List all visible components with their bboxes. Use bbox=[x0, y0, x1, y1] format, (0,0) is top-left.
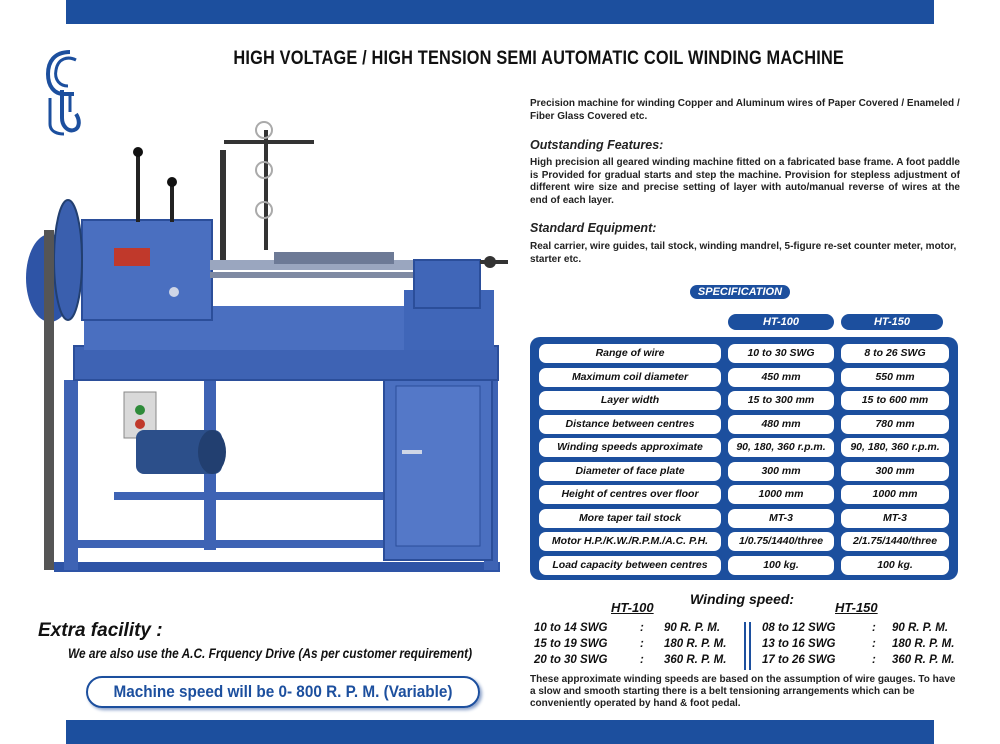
spec-label: Maximum coil diameter bbox=[539, 368, 721, 387]
spec-value-ht100: 10 to 30 SWG bbox=[728, 344, 834, 363]
top-banner-bar bbox=[66, 0, 934, 24]
list-item bbox=[534, 654, 744, 670]
spec-value-ht150: MT-3 bbox=[841, 509, 949, 528]
spec-value-ht150: 2/1.75/1440/three bbox=[841, 532, 949, 551]
speed-separator: : bbox=[640, 622, 644, 634]
table-row bbox=[530, 368, 958, 387]
spec-label: Motor H.P./K.W./R.P.M./A.C. P.H. bbox=[539, 532, 721, 551]
list-item bbox=[534, 622, 744, 638]
spec-value-ht100: 300 mm bbox=[728, 462, 834, 481]
speed-range: 08 to 12 SWG bbox=[762, 622, 836, 634]
spec-label: More taper tail stock bbox=[539, 509, 721, 528]
specification-badge: SPECIFICATION bbox=[690, 285, 790, 299]
equipment-text: Real carrier, wire guides, tail stock, winding mandrel, 5-figure re-set counter meter, motor, starter etc. bbox=[530, 241, 957, 265]
speed-separator: : bbox=[640, 654, 644, 666]
page-title: HIGH VOLTAGE / HIGH TENSION SEMI AUTOMATIC COIL WINDING MACHINE bbox=[233, 48, 844, 69]
speed-value: 180 R. P. M. bbox=[892, 638, 955, 650]
speed-separator: : bbox=[872, 622, 876, 634]
table-row bbox=[530, 556, 958, 575]
specification-table bbox=[530, 337, 958, 580]
spec-label: Range of wire bbox=[539, 344, 721, 363]
spec-value-ht100: 1000 mm bbox=[728, 485, 834, 504]
speed-range: 15 to 19 SWG bbox=[534, 638, 608, 650]
spec-value-ht100: 15 to 300 mm bbox=[728, 391, 834, 410]
features-text: High precision all geared winding machine fitted on a fabricated base frame. A foot paddle is Provided for gradual starts and step the machine. Provision for stepless adjustment of different wire size and precise setting of layer with auto/manual reverse of wires at the end of each layer. bbox=[530, 157, 960, 206]
winding-speed-title: Winding speed: bbox=[690, 591, 795, 607]
spec-value-ht100: 90, 180, 360 r.p.m. bbox=[728, 438, 834, 457]
table-row bbox=[530, 391, 958, 410]
speed-range: 13 to 16 SWG bbox=[762, 638, 836, 650]
spec-label: Distance between centres bbox=[539, 415, 721, 434]
list-item bbox=[762, 654, 962, 670]
spec-value-ht150: 300 mm bbox=[841, 462, 949, 481]
coil-winding-machine-photo bbox=[24, 110, 524, 610]
speed-value: 90 R. P. M. bbox=[892, 622, 949, 634]
spec-value-ht150: 1000 mm bbox=[841, 485, 949, 504]
speed-table-divider bbox=[744, 622, 751, 670]
machine-speed-note bbox=[86, 676, 480, 708]
spec-label: Height of centres over floor bbox=[539, 485, 721, 504]
spec-value-ht100: 480 mm bbox=[728, 415, 834, 434]
speed-value: 360 R. P. M. bbox=[892, 654, 955, 666]
winding-speed-head-ht100: HT-100 bbox=[611, 600, 654, 615]
winding-speed-head-ht150: HT-150 bbox=[835, 600, 878, 615]
spec-value-ht150: 90, 180, 360 r.p.m. bbox=[841, 438, 949, 457]
table-row bbox=[530, 462, 958, 481]
features-heading: Outstanding Features: bbox=[530, 138, 664, 152]
equipment-heading: Standard Equipment: bbox=[530, 221, 657, 235]
table-row bbox=[530, 509, 958, 528]
spec-column-header-ht150: HT-150 bbox=[841, 314, 943, 330]
intro-text: Precision machine for winding Copper and Aluminum wires of Paper Covered / Enameled / Fiber Glass Covered etc. bbox=[530, 98, 960, 122]
bottom-banner-bar bbox=[66, 720, 934, 744]
list-item bbox=[762, 638, 962, 654]
spec-value-ht100: 1/0.75/1440/three bbox=[728, 532, 834, 551]
speed-value: 180 R. P. M. bbox=[664, 638, 727, 650]
spec-label: Diameter of face plate bbox=[539, 462, 721, 481]
spec-column-header-ht100: HT-100 bbox=[728, 314, 834, 330]
speed-value: 90 R. P. M. bbox=[664, 622, 721, 634]
spec-value-ht100: 450 mm bbox=[728, 368, 834, 387]
speed-separator: : bbox=[872, 654, 876, 666]
speed-value: 360 R. P. M. bbox=[664, 654, 727, 666]
spec-label: Winding speeds approximate bbox=[539, 438, 721, 457]
speed-separator: : bbox=[872, 638, 876, 650]
table-row bbox=[530, 438, 958, 457]
table-row bbox=[530, 415, 958, 434]
spec-label: Load capacity between centres bbox=[539, 556, 721, 575]
list-item bbox=[762, 622, 962, 638]
extra-facility-heading: Extra facility : bbox=[38, 620, 163, 641]
speed-range: 17 to 26 SWG bbox=[762, 654, 836, 666]
table-row bbox=[530, 344, 958, 363]
spec-value-ht150: 780 mm bbox=[841, 415, 949, 434]
extra-facility-text: We are also use the A.C. Frquency Drive (As per customer requirement) bbox=[68, 646, 473, 661]
spec-label: Layer width bbox=[539, 391, 721, 410]
spec-value-ht100: 100 kg. bbox=[728, 556, 834, 575]
spec-value-ht150: 550 mm bbox=[841, 368, 949, 387]
list-item bbox=[534, 638, 744, 654]
machine-speed-text: Machine speed will be 0- 800 R. P. M. (Variable) bbox=[113, 682, 453, 701]
speed-separator: : bbox=[640, 638, 644, 650]
table-row bbox=[530, 532, 958, 551]
spec-value-ht150: 100 kg. bbox=[841, 556, 949, 575]
speed-range: 20 to 30 SWG bbox=[534, 654, 608, 666]
speed-range: 10 to 14 SWG bbox=[534, 622, 608, 634]
table-row bbox=[530, 485, 958, 504]
spec-value-ht100: MT-3 bbox=[728, 509, 834, 528]
spec-value-ht150: 8 to 26 SWG bbox=[841, 344, 949, 363]
winding-speed-footnote: These approximate winding speeds are based on the assumption of wire gauges. To have a slow and smooth starting there is a belt tensioning arrangements which can be conveniently operated by hand & foot pedal. bbox=[530, 674, 956, 709]
spec-value-ht150: 15 to 600 mm bbox=[841, 391, 949, 410]
